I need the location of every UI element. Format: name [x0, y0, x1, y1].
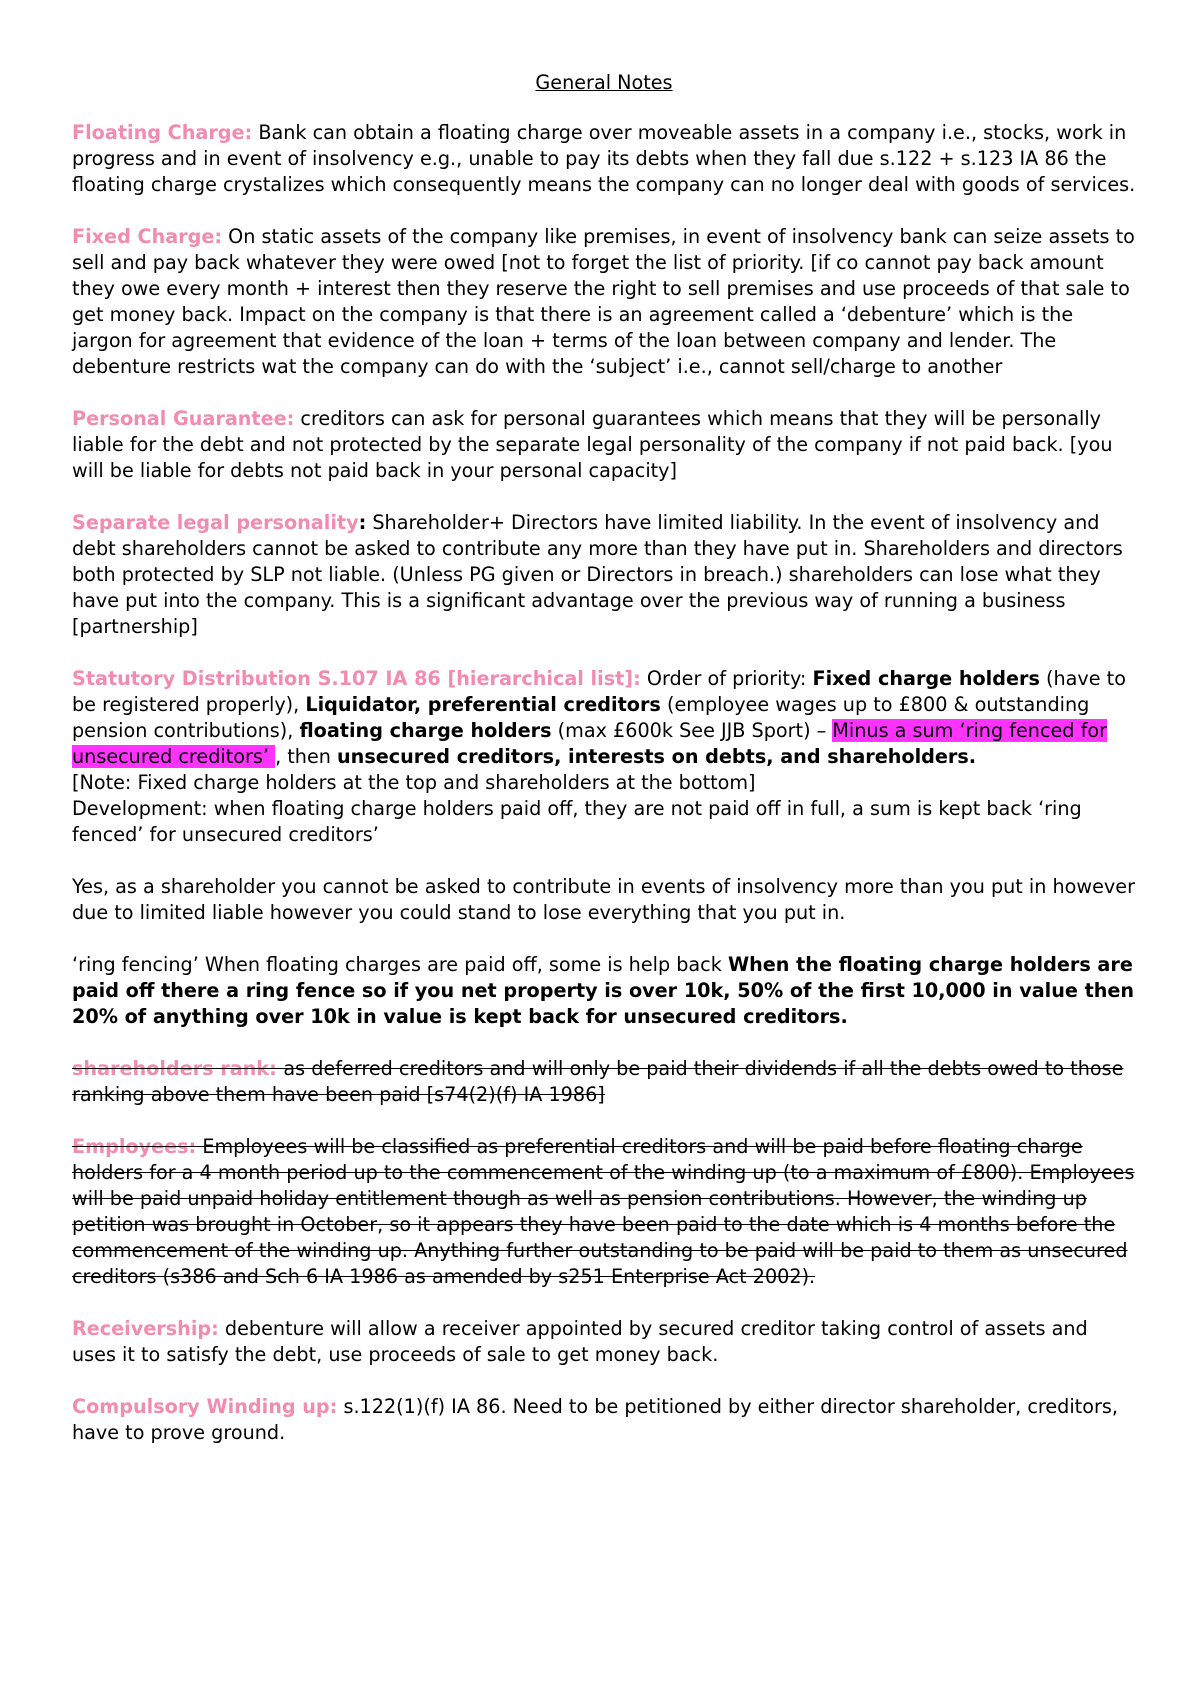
- page-title: General Notes: [535, 71, 673, 94]
- document-page: [72, 70, 1136, 1472]
- text-run: (max £600k See JJB Sport) –: [551, 719, 833, 742]
- fixed-charge-paragraph: [72, 224, 1136, 380]
- bold-run: floating charge holders: [299, 719, 552, 742]
- paragraph-text: creditors can ask for personal guarantees which means that they will be personally liable for the debt and not protected by the separate legal personality of the company if not paid back. [you will be liable for debts not paid back in your personal capacity]: [72, 407, 1113, 482]
- paragraph-text: debenture will allow a receiver appointed by secured creditor taking control of assets and uses it to satisfy the debt, use proceeds of sale to get money back.: [72, 1317, 1088, 1366]
- section-heading: Receivership:: [72, 1317, 219, 1340]
- section-heading: shareholders rank:: [72, 1057, 284, 1080]
- bold-run: Fixed charge holders: [812, 667, 1040, 690]
- compulsory-winding-up-paragraph: [72, 1394, 1136, 1446]
- text-run: (employee wages up to £800 & outstanding pension contributions),: [72, 693, 1090, 742]
- paragraph-text: as deferred creditors and will only be paid their dividends if all the debts owed to those ranking above them have been paid [s74(2)(f) IA 1986]: [72, 1057, 1124, 1106]
- section-heading: Personal Guarantee:: [72, 407, 295, 430]
- shareholders-rank-paragraph: [72, 1056, 1136, 1108]
- paragraph-text: Shareholder+ Directors have limited liability. In the event of insolvency and debt shareholders cannot be asked to contribute any more than they have put in. Shareholders and directors both protected by SLP not liable. (Unless PG given or Directors in breach.) shareholders can lose what they have put into the company. This is a significant advantage over the previous way of running a business [partnership]: [72, 511, 1123, 638]
- bold-run: Liquidator, preferential creditors: [305, 693, 661, 716]
- employees-paragraph: [72, 1134, 1136, 1290]
- separate-legal-personality-paragraph: [72, 510, 1136, 640]
- bold-run: When the floating charge holders are paid off there a ring fence so if you net property is over 10k, 50% of the first 10,000 in value then 20% of anything over 10k in value is kept back for unsecured creditors.: [72, 953, 1135, 1028]
- receivership-paragraph: [72, 1316, 1136, 1368]
- floating-charge-paragraph: [72, 120, 1136, 198]
- section-heading: Fixed Charge:: [72, 225, 223, 248]
- text-run: Order of priority:: [640, 667, 813, 690]
- section-heading: Separate legal personality: [72, 511, 359, 534]
- text-run: , then: [275, 745, 338, 768]
- heading-colon: :: [358, 511, 367, 534]
- ring-fencing-paragraph: [72, 952, 1136, 1030]
- paragraph-text: s.122(1)(f) IA 86. Need to be petitioned by either director shareholder, creditors, have to prove ground.: [72, 1395, 1118, 1444]
- text-run: (have to be registered properly),: [72, 667, 1126, 716]
- paragraph-text: On static assets of the company like premises, in event of insolvency bank can seize assets to sell and pay back whatever they were owed [not to forget the list of priority. [if co cannot pay back amount they owe every month + interest then they reserve the right to sell premises and use proceeds of that sale to get money back. Impact on the company is that there is an agreement called a ‘debenture’ which is the jargon for agreement that evidence of the loan + terms of the loan between company and lender. The debenture restricts wat the company can do with the ‘subject’ i.e., cannot sell/charge to another: [72, 225, 1135, 378]
- paragraph-text: Bank can obtain a floating charge over moveable assets in a company i.e., stocks, work in progress and in event of insolvency e.g., unable to pay its debts when they fall due s.122 + s.123 IA 86 the floating charge crystalizes which consequently means the company can no longer deal with goods of services.: [72, 121, 1136, 196]
- statutory-distribution-paragraph: [72, 666, 1136, 848]
- note-line: [Note: Fixed charge holders at the top and shareholders at the bottom]: [72, 771, 756, 794]
- personal-guarantee-paragraph: [72, 406, 1136, 484]
- development-line: Development: when floating charge holders paid off, they are not paid off in full, a sum is kept back ‘ring fenced’ for unsecured creditors’: [72, 797, 1082, 846]
- section-heading: Statutory Distribution S.107 IA 86 [hierarchical list]:: [72, 667, 641, 690]
- shareholder-paragraph: Yes, as a shareholder you cannot be asked to contribute in events of insolvency more than you put in however due to limited liable however you could stand to lose everything that you put in.: [72, 875, 1135, 924]
- section-heading: Employees:: [72, 1135, 197, 1158]
- section-heading: Floating Charge:: [72, 121, 253, 144]
- bold-run: unsecured creditors, interests on debts, and shareholders.: [337, 745, 977, 768]
- highlighted-text: Minus a sum ‘ring fenced for unsecured creditors’: [72, 719, 1107, 768]
- paragraph-text: Employees will be classified as preferential creditors and will be paid before floating charge holders for a 4 month period up to the commencement of the winding up (to a maximum of £800). Employees will be paid unpaid holiday entitlement though as well as pension contributions. However, the winding up petition was brought in October, so it appears they have been paid to the date which is 4 months before the commencement of the winding up. Anything further outstanding to be paid will be paid to them as unsecured creditors (s386 and Sch 6 IA 1986 as amended by s251 Enterprise Act 2002).: [72, 1135, 1135, 1288]
- paragraph-text: ‘ring fencing’ When floating charges are paid off, some is help back: [72, 953, 728, 976]
- section-heading: Compulsory Winding up:: [72, 1395, 338, 1418]
